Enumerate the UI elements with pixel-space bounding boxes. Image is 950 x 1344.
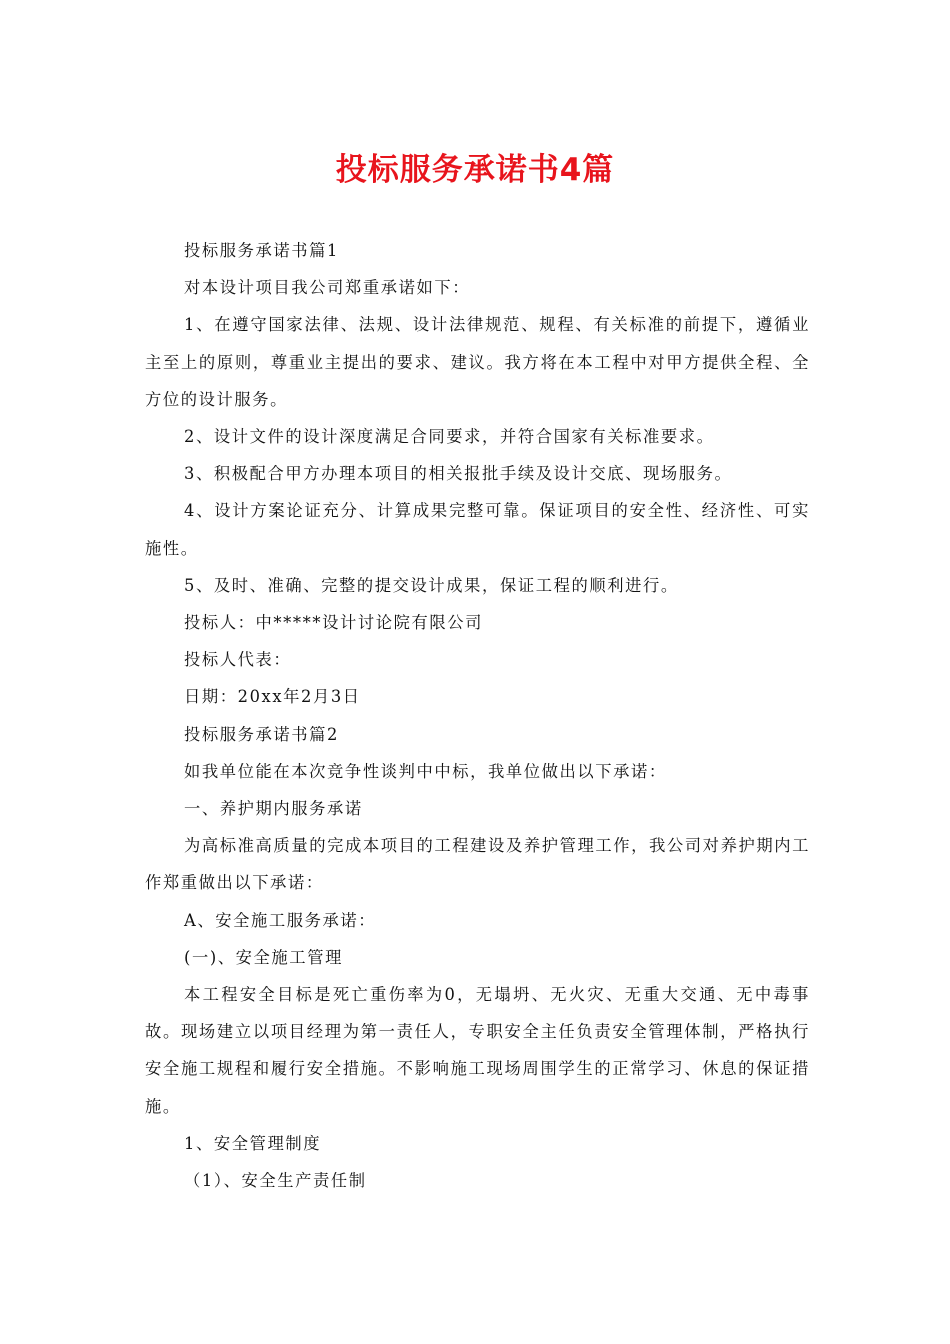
document-date: 日期：20xx年2月3日	[184, 687, 361, 707]
intro-paragraph: 对本设计项目我公司郑重承诺如下：	[184, 278, 471, 298]
section-heading-1: 投标服务承诺书篇1	[184, 241, 340, 260]
bidder-representative: 投标人代表：	[184, 650, 292, 670]
subheading-maintenance: 一、养护期内服务承诺	[184, 799, 363, 819]
bidder-name: 投标人：中*****设计讨论院有限公司	[184, 613, 484, 633]
commitment-item-5: 5、及时、准确、完整的提交设计成果，保证工程的顺利进行。	[184, 575, 679, 595]
subheading-safety-service: A、安全施工服务承诺：	[184, 910, 377, 930]
document-body	[145, 232, 810, 1199]
section-heading-2: 投标服务承诺书篇2	[184, 724, 340, 744]
maintenance-paragraph: 为高标准高质量的完成本项目的工程建设及养护管理工作，我公司对养护期内工作郑重做出以下承诺：	[145, 836, 810, 893]
subheading-responsibility: （1）、安全生产责任制	[184, 1171, 367, 1191]
commitment-item-4: 4、设计方案论证充分、计算成果完整可靠。保证项目的安全性、经济性、可实施性。	[145, 501, 810, 558]
commitment-item-3: 3、积极配合甲方办理本项目的相关报批手续及设计交底、现场服务。	[184, 464, 733, 484]
subheading-safety-management: (一)、安全施工管理	[184, 947, 343, 967]
commitment-item-1: 1、在遵守国家法律、法规、设计法律规范、规程、有关标准的前提下，遵循业主至上的原则，尊重业主提出的要求、建议。我方将在本工程中对甲方提供全程、全方位的设计服务。	[145, 315, 810, 409]
subheading-safety-system: 1、安全管理制度	[184, 1133, 322, 1153]
commitment-item-2: 2、设计文件的设计深度满足合同要求，并符合国家有关标准要求。	[184, 427, 715, 447]
intro-paragraph-2: 如我单位能在本次竞争性谈判中中标，我单位做出以下承诺：	[184, 761, 667, 781]
document-title: 投标服务承诺书4篇	[335, 152, 615, 188]
safety-goal-paragraph: 本工程安全目标是死亡重伤率为0，无塌坍、无火灾、无重大交通、无中毒事故。现场建立以项目经理为第一责任人，专职安全主任负责安全管理体制，严格执行安全施工规程和履行安全措施。不影响施工现场周围学生的正常学习、休息的保证措施。	[145, 985, 810, 1116]
